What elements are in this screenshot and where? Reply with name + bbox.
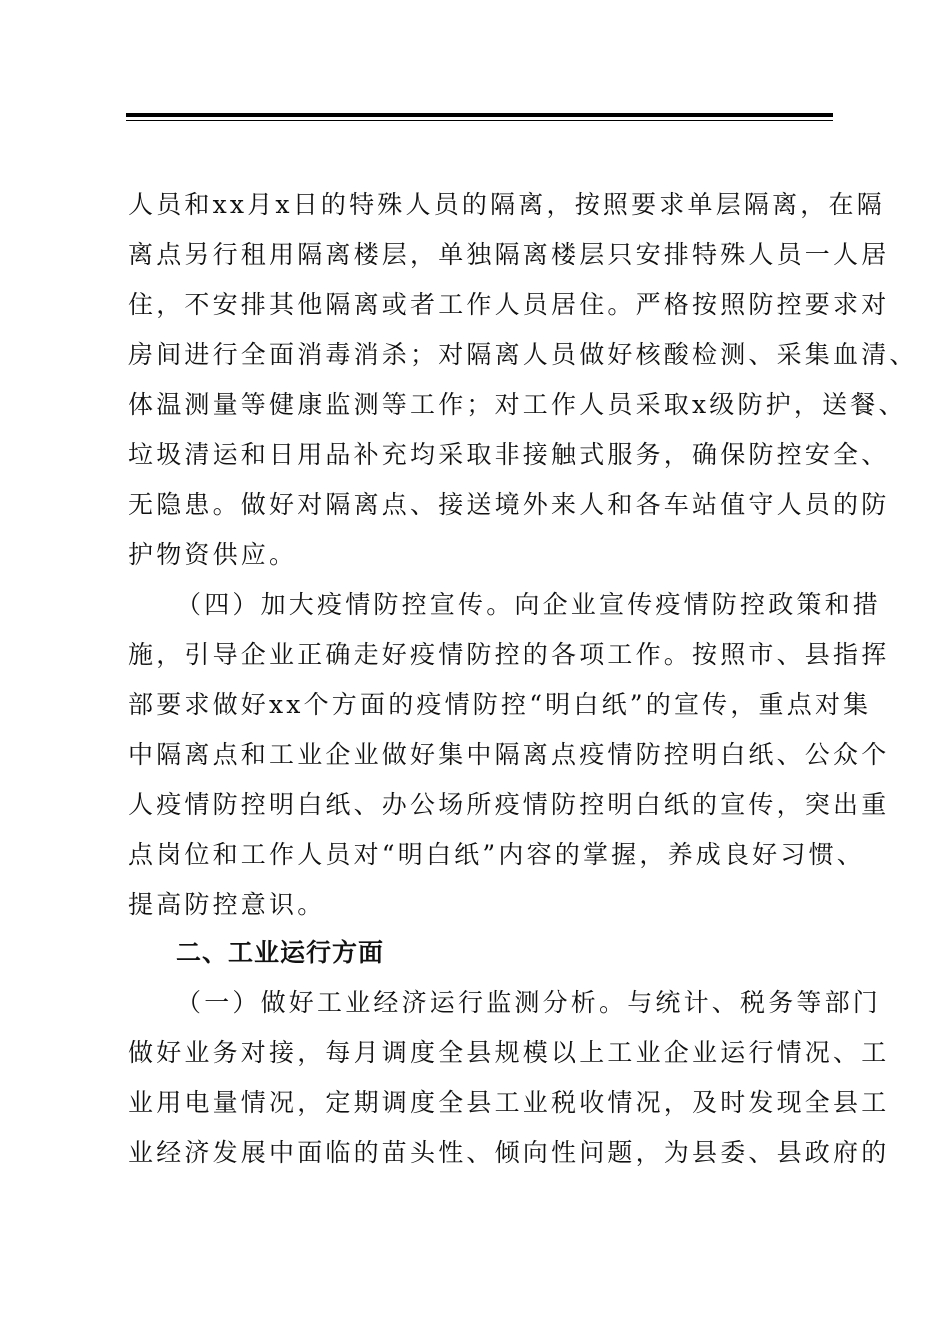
text-line: 业用电量情况，定期调度全县工业税收情况，及时发现全县工 [128,1088,890,1117]
header-rule-thick [126,113,833,117]
text-line: 无隐患。做好对隔离点、接送境外来人和各车站值守人员的防 [128,490,890,519]
text-line: 做好业务对接，每月调度全县规模以上工业企业运行情况、工 [128,1038,890,1067]
text-line: 体温测量等健康监测等工作；对工作人员采取x级防护，送餐、 [128,390,907,419]
section-heading: 二、工业运行方面 [176,938,385,967]
header-rule-thin [126,120,833,121]
text-line: 护物资供应。 [128,540,298,569]
text-line: 点岗位和工作人员对“明白纸”内容的掌握，养成良好习惯、 [128,840,865,869]
text-line: 业经济发展中面临的苗头性、倾向性问题，为县委、县政府的 [128,1138,890,1167]
text-line: 人员和xx月x日的特殊人员的隔离，按照要求单层隔离，在隔 [128,190,885,219]
text-line: 垃圾清运和日用品补充均采取非接触式服务，确保防控安全、 [128,440,890,469]
text-line: 离点另行租用隔离楼层，单独隔离楼层只安排特殊人员一人居 [128,240,890,269]
text-line: 提高防控意识。 [128,890,326,919]
text-line: 中隔离点和工业企业做好集中隔离点疫情防控明白纸、公众个 [128,740,890,769]
text-line: 人疫情防控明白纸、办公场所疫情防控明白纸的宣传，突出重 [128,790,890,819]
paragraph-first-line: （一）做好工业经济运行监测分析。与统计、税务等部门 [176,988,882,1017]
text-line: 住，不安排其他隔离或者工作人员居住。严格按照防控要求对 [128,290,890,319]
text-line: 房间进行全面消毒消杀；对隔离人员做好核酸检测、采集血清、 [128,340,918,369]
paragraph-first-line: （四）加大疫情防控宣传。向企业宣传疫情防控政策和措 [176,590,882,619]
text-line: 部要求做好xx个方面的疫情防控“明白纸”的宣传，重点对集 [128,690,872,719]
text-line: 施，引导企业正确走好疫情防控的各项工作。按照市、县指挥 [128,640,890,669]
